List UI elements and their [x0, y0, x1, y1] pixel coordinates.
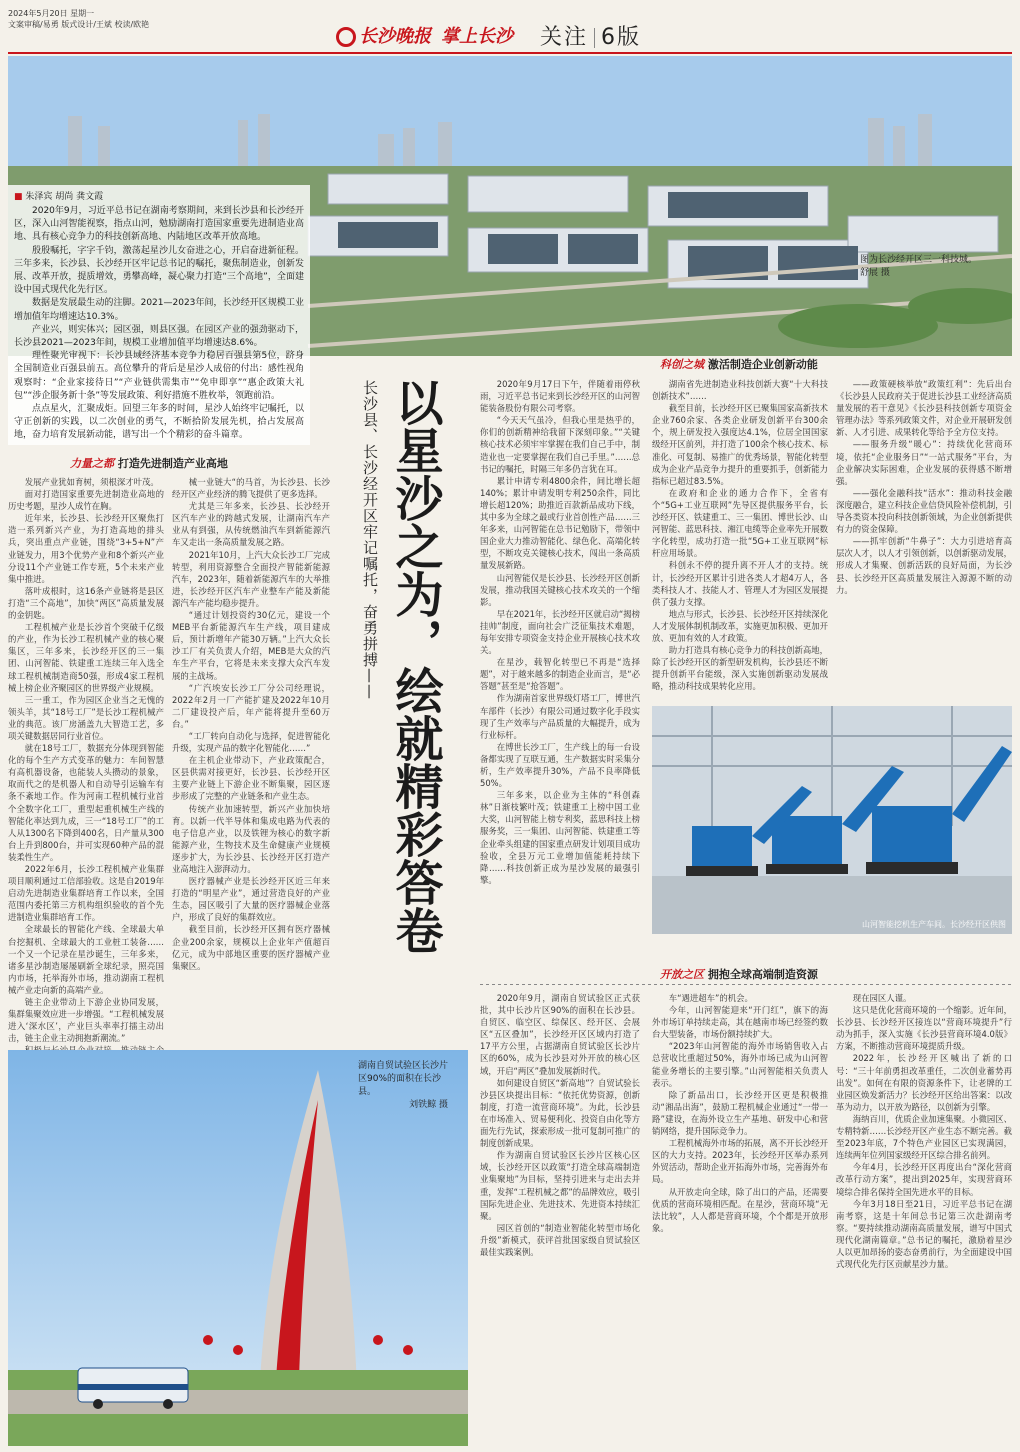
section-name: 关注 — [540, 25, 589, 50]
paragraph: 工程机械产业是长沙首个突破千亿级的产业，作为长沙工程机械产业的核心聚集区，三年多来，长沙经开区的三一集团、山河智能、铁建重工连续三年入选全球工程机械制造商50强，形成4家工程机械上榜企业齐聚园区的世界级产业规模。 — [8, 622, 164, 693]
section3-heading — [660, 966, 818, 982]
paragraph: 落叶成根时，这16条产业链将是县区打造“三个高地”，加快“两区”高质量发展的金钥匙。 — [8, 585, 164, 621]
hero-caption-text: 图为长沙经开区三一科技城。 — [860, 255, 978, 265]
paragraph: “工厂转向自动化与选择，促进智能化升级，实现产品的数字化智能化……” — [172, 730, 330, 754]
paragraph: 在主机企业带动下，产业政策配合，区县供需对接更好，长沙县、长沙经开区主要产业链上下游企业不断集聚，园区逐步形成了完整的产业链条和产业生态。 — [172, 755, 330, 802]
logo-mark-icon — [336, 27, 356, 47]
paragraph: 在博世长沙工厂，生产线上的每一台设备都实现了互联互通，生产数据实时采集分析，生产效率提升30%，产品不良率降低50%。 — [480, 741, 640, 789]
paragraph: 传统产业加速转型，新兴产业加快培育。以新一代半导体和集成电路为代表的电子信息产业，以及铁锂为核心的数字新能源产业，生物技术及生命健康产业规模逐步扩大，为长沙县、长沙经开区打造产业高地注入澎湃动力。 — [172, 803, 330, 874]
lead-box — [8, 185, 310, 445]
section1-tag: 力量之都 — [70, 457, 114, 470]
paragraph: 截至目前，长沙经开区已聚集国家高新技术企业760余家、各类企业研发创新平台300余个，规上研发投入强度达4.1%，位居全国国家级经开区前列，并打造了100余个核心技术、标准化、可复制、易推广的优秀场景，智能化转型成为企业产品竞争力提升的重要抓手，创新能力指标已超过83.5%。 — [652, 403, 828, 486]
paragraph: 除了新品出口，长沙经开区更是积极推动“湘品出海”，鼓励工程机械企业通过“一带一路”建设，在海外设立生产基地、研发中心和营销网络，提升国际竞争力。 — [652, 1089, 828, 1137]
section2-colB — [836, 378, 1012, 703]
section3-tag: 开放之区 — [660, 968, 704, 981]
ftz-caption-text: 湖南自贸试验区长沙片区90%的面积在长沙县。 — [358, 1061, 449, 1097]
paragraph: 理性聚光审视下：长沙县域经济基本竞争力稳居百强县第5位，跻身全国制造业百强县前五。高位攀升的背后是星沙人成倍的付出：感性视角观察时：“企业家接待日”“产业链供需集市”“免申即享”“惠企政策大礼包”“涉企服务新十条”等发展政策、利好措施不胜枚举，领跑前沿。 — [14, 351, 304, 401]
paragraph: “2023年山河智能的海外市场销售收入占总营收比重超过50%，海外市场已成为山河智能业务增长的主要引擎。”山河智能相关负责人表示。 — [652, 1041, 828, 1088]
paragraph: 三年多来，以企业为主体的“科创森林”日渐枝繁叶茂；铁建重工上榜中国工业大奖，山河智能上榜专利奖，蓝思科技上榜服务奖，三一集团、山河智能、铁建重工等企业牵头组建的国家重点研发计划项目成功验收，全县万元工业增加值能耗持续下降……科技创新正成为星沙发展的最强引擎。 — [480, 790, 640, 885]
section3-rule — [480, 984, 1012, 985]
col3 — [480, 378, 640, 943]
excavator-caption: 山河智能挖机生产车间。长沙经开区供图 — [862, 920, 1006, 929]
paragraph: 2020年9月，习近平总书记在湖南考察期间，来到长沙县和长沙经开区，深入山河智能视察，指点山河，勉励湖南打造国家重要先进制造业高地、具有核心竞争力的科技创新高地、内陆地区改革开放高地。 — [14, 206, 304, 243]
paragraph: 在星沙，载智化转型已不再是“选择题”，对于越来越多的制造企业而言，是“必答题”甚至是“抢答题”。 — [480, 657, 640, 692]
paragraph: 2022年，长沙经开区喊出了新的口号：“三十年前勇担改革重任，二次创业蓄势再出发”。如何在有限的资源条件下，让老牌的工业园区焕发新活力？长沙经开区给出答案：以改革为动力，以开放为路径，以创新为引擎。 — [836, 1053, 1012, 1112]
paragraph: 点点星火，汇聚成炬。回望三年多的时间，星沙人始终牢记嘱托，以守正创新的实践，以二次创业的勇气，不断拾阶发展先机，拾占发展高地，奋力培育发展新动能，谱写出一个个精彩的奋斗篇章。 — [14, 404, 304, 441]
paragraph: 尤其是三年多来，长沙县、长沙经开区汽车产业的跨越式发展，让湖南汽车产业从有到强，从传统燃油汽车到新能源汽车又走出一条高质量发展之路。 — [172, 501, 330, 548]
section2-title: 激活制造企业创新动能 — [707, 358, 818, 371]
paragraph: 今年3月18日至21日，习近平总书记在湖南考察，这是十年间总书记第三次赴湖南考察。“要持续推动湖南高质量发展，谱写中国式现代化湖南篇章。”总书记的嘱托，激励着星沙人以更加昂扬的姿态奋勇前行，为全面建设中国式现代化先行区贡献星沙力量。 — [836, 1198, 1012, 1270]
paragraph: 助力打造具有核心竞争力的科技创新高地，除了长沙经开区的新型研发机构，长沙县还不断提升创新平台能级，深入实施创新驱动发展战略，推动科技成果转化应用。 — [652, 645, 828, 692]
paragraph: 发展产业犹如育树，须根深才叶茂。 — [24, 477, 159, 487]
editors-line: 文案审稿/易勇 版式设计/王斌 校读/欧艳 — [8, 20, 150, 29]
paragraph: 面对打造国家重要先进制造业高地的历史考题，星沙人成竹在胸。 — [8, 489, 164, 512]
hero-caption — [860, 254, 990, 280]
section1-heading — [70, 455, 228, 471]
section3-colC — [836, 992, 1012, 1444]
paragraph: 车“遇进超车”的机会。 — [668, 993, 753, 1003]
section3-colA — [480, 992, 640, 1444]
paragraph: 如何建设自贸区“新高地”？自贸试验长沙县区块提出目标：“依托优势资源，创新制度，打造一流营商环境”。为此，长沙县在市场准入、贸易便利化、投资自由化等方面先行先试，探索形成一批可复制可推广的制度创新成果。 — [480, 1077, 640, 1149]
paragraph: 2022年6月，长沙工程机械产业集群项目顺利通过工信部验收。这是自2019年启动先进制造业集群培育工作以来，全国范围内委托第三方机构组织验收的首个先进制造业集群培育工作。 — [8, 864, 164, 923]
page-number: 6版 — [601, 25, 642, 50]
paragraph: ——强化金融科技“活水”：推动科技金融深度融合，建立科技企业信贷风险补偿机制，引导各类资本投向科技创新领域，为企业创新提供有力的资金保障。 — [836, 487, 1012, 535]
paragraph: 械一业链大“的马首，为长沙县、长沙经开区产业经济的腾飞提供了更多选择。 — [172, 477, 330, 500]
paragraph: ——服务升级“暖心”：持续优化营商环境，依托“企业服务日”“一站式服务”平台，为企业解决实际困难，企业发展的获得感不断增强。 — [836, 439, 1012, 486]
paragraph: 2020年9月17日下午，伴随着雨停秋雨，习近平总书记来到长沙经开区的山河智能装备股份有限公司考察。 — [480, 379, 640, 414]
paragraph: 医疗器械产业是长沙经开区近三年来打造的“明星产业”，通过营造良好的产业生态，园区吸引了大量的医疗器械企业落户，形成了良好的集群效应。 — [172, 876, 330, 923]
paragraph: 从开放走向全球，除了出口的产品，还需要优质的营商环境相匹配。在星沙，营商环境“无法比较”，人人都是营商环境，个个都是开放形象。 — [652, 1186, 828, 1233]
paragraph: 数据是发展最生动的注脚。2021—2023年间，长沙经开区规模工业增加值年均增速达10.3%。 — [14, 298, 304, 322]
paragraph: 工程机械海外市场的拓展，离不开长沙经开区的大力支持。2023年，长沙经开区举办系列外贸活动，帮助企业开拓海外市场，完善海外布局。 — [652, 1138, 828, 1185]
ftz-photo — [8, 1050, 468, 1446]
newspaper-logo[interactable] — [336, 22, 513, 48]
paragraph: 2021年10月，上汽大众长沙工厂完成转型，利用资源整合全面投产智能新能源汽车，2023年，随着新能源汽车的大举推进，长沙经开区汽车产业整车产能及新能源汽车产能均稳步提升。 — [172, 549, 330, 608]
section2-heading — [660, 356, 818, 372]
divider — [594, 28, 595, 48]
paragraph: 早在2021年，长沙经开区就启动“揭榜挂帅”制度，面向社会广泛征集技术难题，每年安排专项资金支持企业开展核心技术攻关。 — [480, 608, 640, 656]
paragraph: 这只是优化营商环境的一个缩影。近年间，长沙县、长沙经开区接连以“营商环境提升”行动为抓手，深入实施《长沙县营商环境4.0版》方案，不断推动营商环境提质升级。 — [836, 1005, 1012, 1052]
hero-credit: 舒展 摄 — [860, 268, 890, 278]
paragraph: 在政府和企业的通力合作下，全省有个“5G+工业互联网”先导区提供服务平台，长沙经开区、铁建重工、三一集团、博世长沙、山河智能、蓝思科技、湘江电缆等企业率先开展数字化转型，成功打造一批“5G+工业互联网”标杆应用场景。 — [652, 487, 828, 559]
section1-title: 打造先进制造产业高地 — [117, 457, 228, 470]
paragraph: ——抓牢创新“牛鼻子”：大力引进培育高层次人才，以人才引领创新，以创新驱动发展，形成人才集聚、创新活跃的良好局面，为长沙县、长沙经开区高质量发展注入源源不断的动力。 — [836, 536, 1012, 595]
header-meta — [8, 8, 149, 30]
paragraph: 作为湖南首家世界级灯塔工厂，博世汽车部件（长沙）有限公司通过数字化手段实现了生产效率与产品质量的大幅提升，成为行业标杆。 — [480, 693, 640, 740]
paragraph: 山河智能仅是长沙县、长沙经开区创新发展，推动我国关键核心技术攻关的一个缩影。 — [480, 572, 640, 607]
paragraph: 地点与形式，长沙县、长沙经开区持续深化人才发展体制机制改革，实施更加积极、更加开放、更加有效的人才政策。 — [652, 608, 828, 643]
paragraph: 科创永不停的提升离不开人才的支持。统计，长沙经开区累计引进各类人才超4万人，各类科技人才、技能人才、管理人才为园区发展提供了强力支撑。 — [652, 560, 828, 607]
section2-colA — [652, 378, 828, 703]
header-rule — [8, 52, 1012, 54]
section-label — [540, 20, 641, 51]
paragraph: 海纳百川，优质企业加速集聚。小微园区、专精特新……长沙经开区产业生态不断完善。截至2023年底，7个特色产业园区已实现满园，连续两年位列国家级经开区综合排名前列。 — [836, 1113, 1012, 1161]
excavator-photo — [652, 706, 1012, 934]
paragraph: 链主企业带动上下游企业协同发展，集群集聚效应进一步增强。“工程机械发展进入‘深水区’，产业巨头率率打擂主动出击，链主企业主动拥抱新潮流。” — [8, 997, 164, 1044]
paragraph: 2020年9月，湖南自贸试验区正式获批，其中长沙片区90%的面积在长沙县。自贸区、临空区、综保区、经开区、会展区“五区叠加”，长沙经开区区域内打造了17平方公里，占据湖南自贸试验区长沙片区的60%，成为长沙县对外开放的核心区域，开启“两区”叠加发展新时代。 — [480, 993, 640, 1076]
paragraph: “广汽埃安长沙工厂分公司经理说，2022年2月一厂产能扩建及2022年10月二厂建设投产后，年产能将提升至60万台。” — [172, 682, 330, 729]
paragraph: 就在18号工厂，数据充分体现到智能化的每个生产方式变革的魅力：车间智慧有高机器设备，也能装人头攒动的景象，取而代之的是机器人和自动导引运输车有条不紊地工作。作为河南工程机械行业首个全数字化工厂，重型起重机械生产线的智能化率达到九成，三一“18号工厂”的工人从1300名下降到400名，日产量从300台上升到800台，并可实现60种产品的混装柔性生产。 — [8, 743, 164, 862]
paragraph: 三一重工，作为园区企业当之无愧的领头羊，其“18号工厂”是长沙工程机械产业的典范。该厂房涵盖九大智造工艺，多项关键数据居同行业首位。 — [8, 694, 164, 741]
sub-logo: 掌上长沙 — [441, 26, 513, 47]
paragraph: 殷殷嘱托，字字千钧，激荡起星沙儿女奋进之心，开启奋进新征程。三年多来，长沙县、长沙经开区牢记总书记的嘱托，聚焦制造业，创新发展、改革开放，提质增效，勇攀高峰，凝心聚力打造“三个高地”，全面建设中国式现代化先行区。 — [14, 245, 304, 296]
paragraph: 累计申请专利4800余件，间比增长超140%；累计申请发明专利250余件，同比增长超120%；助推近百款新品成功下线，其中多为全球之最或行业首创性产品……三年多来，山河智能在总书记勉励下，带领中国企业大力推动智能化、绿色化、高端化转型，不断攻克关键核心技术，闯出一条高质量发展新路。 — [480, 475, 640, 571]
lead-paragraphs — [14, 205, 304, 443]
ftz-credit: 刘铁鲸 摄 — [409, 1100, 448, 1110]
paragraph: 产业兴，则实体兴；园区强，则县区强。在园区产业的强劲驱动下，长沙县2021—2023年间，规模工业增加值平均增速达8.6%。 — [14, 324, 304, 349]
paragraph: 湖南省先进制造业科技创新大赛“十大科技创新技术”…… — [652, 379, 828, 402]
author-byline: ■ 朱泽宾 胡尚 龚文霞 — [14, 189, 304, 202]
section3-colB — [652, 992, 828, 1444]
paragraph: 园区首创的“制造业智能化转型市场化升级”新模式，获评首批国家级自贸试验区最佳实践案例。 — [480, 1222, 640, 1257]
ftz-caption — [358, 1060, 448, 1112]
paragraph: ——政策硬核举放“政策红利”：先后出台《长沙县人民政府关于促进长沙县工业经济高质量发展的若干意见》《长沙县科技创新专项资金管理办法》等系列政策文件，对企业开展研发创新、人才引进、成果转化等给予全方位支持。 — [836, 379, 1012, 438]
paragraph: 现在园区人谨。 — [852, 993, 912, 1003]
main-title: 以星沙之为，绘就精彩答卷 — [387, 378, 443, 954]
paragraph: “今天天气虽冷，但我心里是热乎的，你们的创新精神给我留下深刻印象。”“关键核心技术必须牢牢掌握在我们自己手中，制造业也一定要掌握在我们自己手里。”……总书记的嘱托，时隔三年多仍言犹在耳。 — [480, 415, 640, 474]
excavator-illustration — [652, 706, 1012, 934]
date-line: 2024年5月20日 星期一 — [8, 9, 95, 18]
logo-text: 长沙晚报 — [359, 26, 431, 47]
sub-title: 长沙县、长沙经开区牢记嘱托，奋勇拼搏—— — [361, 380, 379, 700]
paragraph: 今年，山河智能迎来“开门红”，旗下的海外市场订单持续走高，其在越南市场已经签约数台大型装备，市场份额持续扩大。 — [652, 1005, 828, 1040]
section2-tag: 科创之城 — [660, 358, 704, 371]
paragraph: 全球最长的智能化产线、全球最大单台挖掘机、全球最大的工业桩工装备……一个又一个记录在星沙诞生，三年多来，诸多星沙制造屡屡刷新全球纪录，照亮国内市场，托举海外市场，推动湖南工程机械产业走向新的高端产业。 — [8, 924, 164, 995]
paragraph: 今年4月，长沙经开区再度出台“深化营商改革行动方案”，提出到2025年，实现营商环境综合排名保持全国先进水平的目标。 — [836, 1162, 1012, 1197]
section3-title: 拥抱全球高端制造资源 — [707, 968, 818, 981]
paragraph: “通过计划投资约30亿元，建设一个MEB平台新能源汽车生产线，项目建成后，预计新增年产能30万辆。”上汽大众长沙工厂有关负责人介绍，MEB是大众的汽车生产平台，它将是未来支撑大众汽车发展的主战场。 — [172, 610, 330, 681]
paragraph: 作为湖南自贸试验区长沙片区核心区域，长沙经开区以政策“打造全球高端制造业集聚地”为目标，坚持引进来与走出去并重，发挥“工程机械之都”的品牌效应，吸引国际先进企业、先进技术、先进资本持续汇聚。 — [480, 1150, 640, 1221]
paragraph: 近年来，长沙县、长沙经开区聚焦打造一系列新兴产业，为打造高地的排头兵，突出重点产业链，围绕“3+5+N”产业链发力，用3个优势产业和8个新兴产业分设11个产业链工作专班，5个未来产业集中推进。 — [8, 513, 164, 584]
paragraph: 截至目前，长沙经开区拥有医疗器械企业200余家，规模以上企业年产值超百亿元，成为中部地区重要的医疗器械产业集聚区。 — [172, 924, 330, 971]
